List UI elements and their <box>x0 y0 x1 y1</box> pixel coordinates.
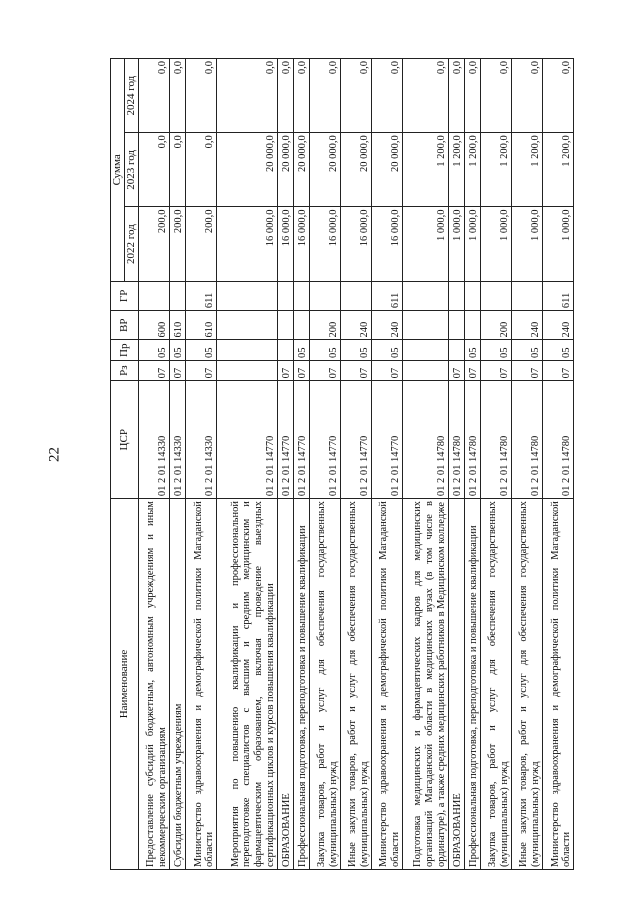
cell-y2024: 0,0 <box>169 59 185 133</box>
cell-name: Министерство здравоохранения и демографической политики Магаданской области <box>371 499 402 870</box>
cell-name: Закупка товаров, работ и услуг для обеспечения государственных (муниципальных) нужд <box>480 499 511 870</box>
cell-rz: 07 <box>371 360 402 380</box>
cell-gr <box>293 281 309 310</box>
cell-vr: 610 <box>186 311 217 340</box>
table-body <box>139 59 574 870</box>
cell-y2024: 0,0 <box>542 59 573 133</box>
table-row <box>169 59 185 870</box>
cell-y2023: 0,0 <box>186 133 217 207</box>
cell-vr <box>448 311 464 340</box>
cell-y2023: 1 200,0 <box>511 133 542 207</box>
cell-y2022: 16 000,0 <box>340 207 371 281</box>
cell-y2023: 1 200,0 <box>542 133 573 207</box>
cell-y2022: 200,0 <box>139 207 170 281</box>
cell-vr <box>402 311 448 340</box>
cell-name: Мероприятия по повышению квалификации и профессиональной переподготовке специалистов с высшим и средним медицинским и фармацевтическим образованием, включая проведение выездных сертификационных циклов и курсов повышения квалификации <box>217 499 278 870</box>
cell-gr <box>448 281 464 310</box>
cell-y2024: 0,0 <box>371 59 402 133</box>
table-row <box>371 59 402 870</box>
cell-csr: 01 2 01 14770 <box>277 381 293 499</box>
cell-gr <box>402 281 448 310</box>
cell-pr <box>277 340 293 360</box>
header-pr: Пр <box>111 340 139 360</box>
cell-pr: 05 <box>542 340 573 360</box>
cell-y2024: 0,0 <box>277 59 293 133</box>
cell-pr: 05 <box>340 340 371 360</box>
budget-table <box>110 58 574 870</box>
cell-rz: 07 <box>464 360 480 380</box>
table-row <box>340 59 371 870</box>
cell-vr: 240 <box>340 311 371 340</box>
cell-y2023: 1 200,0 <box>402 133 448 207</box>
header-sum: Сумма <box>111 59 125 282</box>
table-row <box>293 59 309 870</box>
cell-y2024: 0,0 <box>340 59 371 133</box>
cell-y2024: 0,0 <box>309 59 340 133</box>
cell-y2024: 0,0 <box>186 59 217 133</box>
cell-rz: 07 <box>309 360 340 380</box>
cell-csr: 01 2 01 14330 <box>139 381 170 499</box>
cell-y2023: 1 200,0 <box>464 133 480 207</box>
cell-vr: 200 <box>309 311 340 340</box>
table-row <box>402 59 448 870</box>
table-row <box>217 59 278 870</box>
cell-name: Министерство здравоохранения и демографической политики Магаданской области <box>542 499 573 870</box>
cell-csr: 01 2 01 14770 <box>340 381 371 499</box>
cell-vr: 240 <box>511 311 542 340</box>
cell-y2022: 1 000,0 <box>480 207 511 281</box>
page-number: 22 <box>46 447 63 462</box>
cell-csr: 01 2 01 14770 <box>293 381 309 499</box>
cell-y2022: 200,0 <box>169 207 185 281</box>
cell-y2022: 1 000,0 <box>511 207 542 281</box>
cell-pr <box>448 340 464 360</box>
cell-pr: 05 <box>169 340 185 360</box>
cell-rz: 07 <box>186 360 217 380</box>
cell-vr <box>277 311 293 340</box>
header-csr: ЦСР <box>111 381 139 499</box>
cell-y2022: 16 000,0 <box>277 207 293 281</box>
cell-csr: 01 2 01 14780 <box>402 381 448 499</box>
cell-gr <box>464 281 480 310</box>
header-2024: 2024 год <box>125 59 139 133</box>
header-2023: 2023 год <box>125 133 139 207</box>
cell-y2024: 0,0 <box>480 59 511 133</box>
cell-rz: 07 <box>511 360 542 380</box>
cell-name: Подготовка медицинских и фармацевтических кадров для медицинских организаций Магаданской области в медицинских вузах (в том числе в ординатуре), а также средних медицинских работников в Медицинском колледже <box>402 499 448 870</box>
cell-rz <box>402 360 448 380</box>
cell-y2023: 20 000,0 <box>277 133 293 207</box>
cell-pr: 05 <box>309 340 340 360</box>
cell-csr: 01 2 01 14780 <box>480 381 511 499</box>
cell-gr: 611 <box>542 281 573 310</box>
cell-csr: 01 2 01 14330 <box>186 381 217 499</box>
budget-table-container <box>110 58 574 870</box>
cell-gr <box>511 281 542 310</box>
cell-vr: 240 <box>542 311 573 340</box>
cell-name: Иные закупки товаров, работ и услуг для обеспечения государственных (муниципальных) нужд <box>511 499 542 870</box>
cell-gr <box>480 281 511 310</box>
cell-y2022: 1 000,0 <box>542 207 573 281</box>
cell-gr <box>309 281 340 310</box>
cell-y2024: 0,0 <box>402 59 448 133</box>
cell-y2023: 20 000,0 <box>293 133 309 207</box>
cell-y2023: 0,0 <box>139 133 170 207</box>
cell-vr <box>293 311 309 340</box>
table-row <box>511 59 542 870</box>
cell-y2023: 0,0 <box>169 133 185 207</box>
cell-pr: 05 <box>371 340 402 360</box>
header-rz: Рз <box>111 360 139 380</box>
cell-y2022: 16 000,0 <box>309 207 340 281</box>
cell-rz: 07 <box>448 360 464 380</box>
table-row <box>448 59 464 870</box>
header-vr: ВР <box>111 311 139 340</box>
cell-rz: 07 <box>480 360 511 380</box>
cell-y2024: 0,0 <box>464 59 480 133</box>
cell-gr <box>340 281 371 310</box>
cell-y2024: 0,0 <box>217 59 278 133</box>
table-row <box>186 59 217 870</box>
cell-y2022: 1 000,0 <box>448 207 464 281</box>
cell-rz: 07 <box>340 360 371 380</box>
cell-vr: 610 <box>169 311 185 340</box>
cell-y2022: 16 000,0 <box>217 207 278 281</box>
cell-pr: 05 <box>139 340 170 360</box>
cell-y2022: 200,0 <box>186 207 217 281</box>
cell-y2023: 1 200,0 <box>448 133 464 207</box>
cell-gr: 611 <box>371 281 402 310</box>
table-row <box>277 59 293 870</box>
cell-y2023: 1 200,0 <box>480 133 511 207</box>
cell-pr: 05 <box>480 340 511 360</box>
cell-y2022: 16 000,0 <box>293 207 309 281</box>
cell-y2024: 0,0 <box>448 59 464 133</box>
table-row <box>480 59 511 870</box>
cell-csr: 01 2 01 14770 <box>371 381 402 499</box>
cell-rz: 07 <box>542 360 573 380</box>
table-row <box>139 59 170 870</box>
cell-name: Иные закупки товаров, работ и услуг для обеспечения государственных (муниципальных) нужд <box>340 499 371 870</box>
cell-vr <box>217 311 278 340</box>
cell-vr <box>464 311 480 340</box>
cell-pr: 05 <box>186 340 217 360</box>
table-row <box>464 59 480 870</box>
header-name: Наименование <box>111 499 139 870</box>
cell-name: ОБРАЗОВАНИЕ <box>448 499 464 870</box>
cell-gr <box>277 281 293 310</box>
table-row <box>542 59 573 870</box>
cell-name: Закупка товаров, работ и услуг для обеспечения государственных (муниципальных) нужд <box>309 499 340 870</box>
cell-y2022: 1 000,0 <box>402 207 448 281</box>
cell-vr: 600 <box>139 311 170 340</box>
cell-csr: 01 2 01 14780 <box>448 381 464 499</box>
cell-csr: 01 2 01 14770 <box>309 381 340 499</box>
cell-name: Министерство здравоохранения и демографической политики Магаданской области <box>186 499 217 870</box>
cell-csr: 01 2 01 14770 <box>217 381 278 499</box>
cell-vr: 240 <box>371 311 402 340</box>
cell-rz: 07 <box>293 360 309 380</box>
cell-y2023: 20 000,0 <box>340 133 371 207</box>
cell-pr <box>217 340 278 360</box>
cell-y2023: 20 000,0 <box>371 133 402 207</box>
cell-rz <box>217 360 278 380</box>
cell-rz: 07 <box>169 360 185 380</box>
cell-pr: 05 <box>293 340 309 360</box>
cell-pr: 05 <box>464 340 480 360</box>
cell-y2024: 0,0 <box>139 59 170 133</box>
header-2022: 2022 год <box>125 207 139 281</box>
cell-gr <box>169 281 185 310</box>
cell-name: Профессиональная подготовка, переподготовка и повышение квалификации <box>464 499 480 870</box>
cell-csr: 01 2 01 14330 <box>169 381 185 499</box>
cell-y2023: 20 000,0 <box>217 133 278 207</box>
cell-rz: 07 <box>139 360 170 380</box>
cell-y2022: 1 000,0 <box>464 207 480 281</box>
table-row <box>309 59 340 870</box>
cell-gr: 611 <box>186 281 217 310</box>
cell-gr <box>217 281 278 310</box>
cell-pr <box>402 340 448 360</box>
cell-csr: 01 2 01 14780 <box>511 381 542 499</box>
cell-name: Профессиональная подготовка, переподготовка и повышение квалификации <box>293 499 309 870</box>
cell-pr: 05 <box>511 340 542 360</box>
cell-name: Субсидии бюджетным учреждениям <box>169 499 185 870</box>
cell-csr: 01 2 01 14780 <box>542 381 573 499</box>
cell-gr <box>139 281 170 310</box>
cell-csr: 01 2 01 14780 <box>464 381 480 499</box>
header-gr: ГР <box>111 281 139 310</box>
cell-name: ОБРАЗОВАНИЕ <box>277 499 293 870</box>
cell-vr: 200 <box>480 311 511 340</box>
cell-name: Предоставление субсидий бюджетным, автономным учреждениям и иным некоммерческим организациям <box>139 499 170 870</box>
cell-rz: 07 <box>277 360 293 380</box>
cell-y2023: 20 000,0 <box>309 133 340 207</box>
cell-y2022: 16 000,0 <box>371 207 402 281</box>
cell-y2024: 0,0 <box>511 59 542 133</box>
cell-y2024: 0,0 <box>293 59 309 133</box>
